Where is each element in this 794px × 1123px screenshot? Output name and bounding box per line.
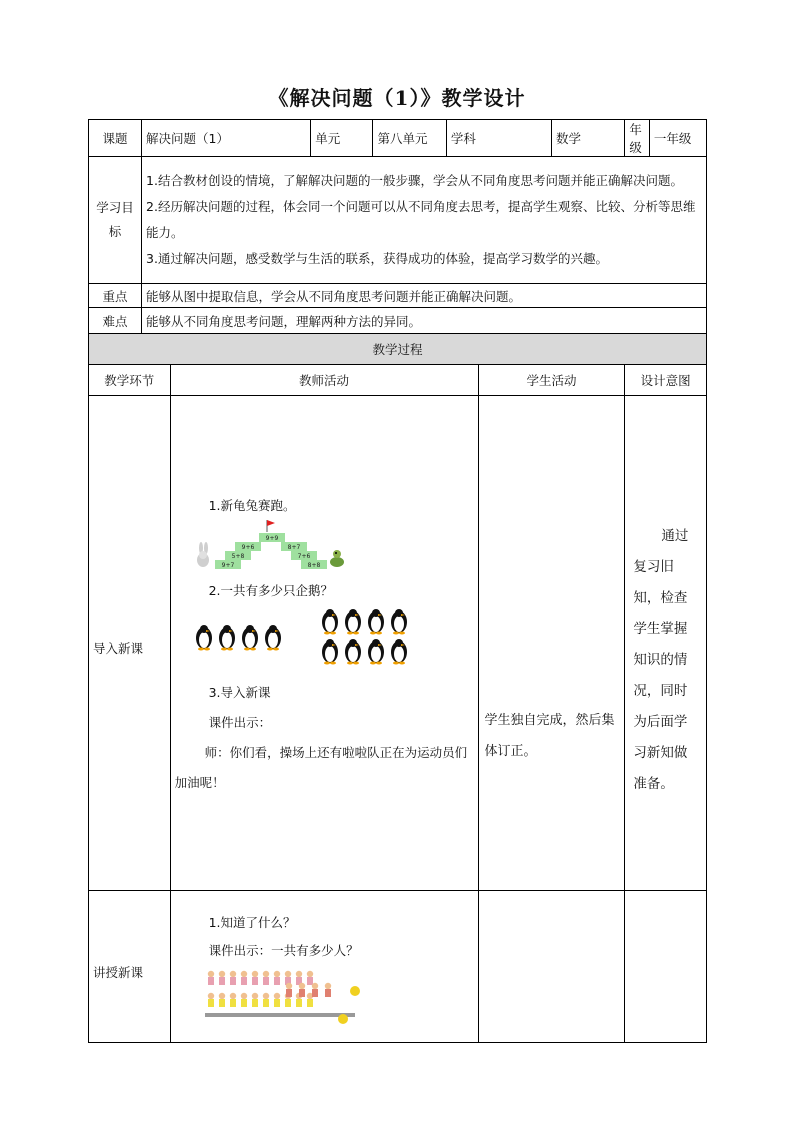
pyramid-step-label: 8+8 <box>307 562 320 569</box>
pompom-icon <box>350 986 360 996</box>
cheerleader-body <box>286 989 292 997</box>
section1-item3: 3.导入新课 <box>208 685 271 700</box>
bench <box>205 1013 355 1017</box>
keypoint-label: 重点 <box>89 284 142 308</box>
objective-3: 3.通过解决问题，感受数学与生活的联系，获得成功的体验，提高学习数学的兴趣。 <box>146 251 608 266</box>
cheerleader-body <box>307 999 313 1007</box>
section1-teacher-line: 师：你们看，操场上还有啦啦队正在为运动员们加油呢！ <box>174 745 468 790</box>
cheerleader-head <box>298 982 304 988</box>
cheerleader-body <box>219 977 225 985</box>
keypoint-text: 能够从图中提取信息，学会从不同角度思考问题并能正确解决问题。 <box>142 284 707 308</box>
cheerleader-body <box>285 999 291 1007</box>
cheerleader-head <box>218 970 224 976</box>
pyramid-step-label: 9+6 <box>241 544 254 551</box>
cheerleader-head <box>207 992 213 998</box>
subject-label: 学科 <box>446 120 551 157</box>
pyramid-step-label: 7+6 <box>297 553 310 560</box>
section1-item2: 2.一共有多少只企鹅？ <box>208 583 333 598</box>
objective-1: 1.结合教材创设的情境，了解解决问题的一般步骤，学会从不同角度思考问题并能正确解决问题。 <box>146 173 683 188</box>
section1-teacher <box>170 396 478 891</box>
section2-row <box>89 891 707 1043</box>
cheer-illustration <box>175 965 474 1031</box>
cheerleader-head <box>218 992 224 998</box>
objectives-label: 学习目标 <box>89 157 142 284</box>
section1-item1: 1.新龟兔赛跑。 <box>208 498 296 513</box>
penguin-group-left <box>196 625 281 651</box>
page-title: 《解决问题（1）》教学设计 <box>268 86 526 110</box>
cheerleader-body <box>263 977 269 985</box>
cheerleader-head <box>284 970 290 976</box>
objective-2: 2.经历解决问题的过程，体会同一个问题可以从不同角度去思考，提高学生观察、比较、分析等思维能力。 <box>146 199 696 240</box>
unit-label: 单元 <box>311 120 373 157</box>
difficulty-text: 能够从不同角度思考问题，理解两种方法的异同。 <box>142 308 707 334</box>
section2-stage: 讲授新课 <box>89 891 171 1043</box>
col-teacher: 教师活动 <box>170 365 478 396</box>
cheerleader-body <box>252 977 258 985</box>
grade-value: 一年级 <box>649 120 706 157</box>
cheerleader-body <box>230 999 236 1007</box>
cheerleader-head <box>251 992 257 998</box>
cheerleader-body <box>241 999 247 1007</box>
process-title: 教学过程 <box>89 334 707 365</box>
cheerleader-body <box>274 999 280 1007</box>
section2-item1: 1.知道了什么？ <box>208 914 296 930</box>
col-student: 学生活动 <box>478 365 625 396</box>
column-header-row <box>89 365 707 396</box>
process-header-row <box>89 334 707 365</box>
cheerleader-head <box>207 970 213 976</box>
pyramid-step-label: 9+9 <box>265 535 278 542</box>
cheerleader-head <box>285 982 291 988</box>
cheerleader-head <box>229 970 235 976</box>
section1-row <box>89 396 707 891</box>
cheerleader-head <box>229 992 235 998</box>
cheerleader-body <box>296 999 302 1007</box>
section2-teacher <box>170 891 478 1043</box>
difficulty-row <box>89 308 707 334</box>
objectives-cell <box>142 157 707 284</box>
cheerleader-body <box>274 977 280 985</box>
flag-icon <box>267 520 275 526</box>
pompom-icon <box>338 1014 348 1024</box>
cheerleader-body <box>252 999 258 1007</box>
cheerleader-head <box>306 970 312 976</box>
cheerleader-head <box>324 982 330 988</box>
cheerleader-body <box>241 977 247 985</box>
race-illustration <box>175 516 474 576</box>
cheerleader-body <box>263 999 269 1007</box>
cheerleader-head <box>240 992 246 998</box>
cheerleader-head <box>311 982 317 988</box>
cheerleader-body <box>325 989 331 997</box>
cheerleader-head <box>273 970 279 976</box>
section2-student <box>478 891 625 1043</box>
topic-label: 课题 <box>89 120 142 157</box>
cheerleader-body <box>219 999 225 1007</box>
pyramid-step-label: 5+8 <box>231 553 244 560</box>
race-svg <box>195 518 365 578</box>
cheerleader-head <box>295 970 301 976</box>
pyramid-step-label: 8+7 <box>287 544 300 551</box>
objectives-row <box>89 157 707 284</box>
cheerleader-body <box>307 977 313 985</box>
cheerleader-head <box>251 970 257 976</box>
section1-design: 通过复习旧知，检查学生掌握知识的情况，同时为后面学习新知做准备。 <box>625 396 707 891</box>
section1-student: 学生独自完成，然后集体订正。 <box>478 396 625 891</box>
col-stage: 教学环节 <box>89 365 171 396</box>
section2-courseware: 课件出示：一共有多少人？ <box>208 942 359 958</box>
section1-stage: 导入新课 <box>89 396 171 891</box>
cheerleader-head <box>273 992 279 998</box>
pyramid-step-label: 9+7 <box>221 562 234 569</box>
cheerleader-head <box>240 970 246 976</box>
turtle-icon <box>330 550 344 567</box>
cheerleader-head <box>262 992 268 998</box>
cheerleader-head <box>262 970 268 976</box>
col-design: 设计意图 <box>625 365 707 396</box>
info-row <box>89 120 707 157</box>
cheerleader-body <box>230 977 236 985</box>
penguin-svg <box>183 606 443 670</box>
topic-value: 解决问题（1） <box>142 120 311 157</box>
cheerleaders-svg <box>205 969 365 1031</box>
cheerleader-body <box>208 999 214 1007</box>
unit-value: 第八单元 <box>373 120 446 157</box>
grade-label: 年级 <box>625 120 649 157</box>
penguin-illustration <box>175 606 474 670</box>
keypoint-row <box>89 284 707 308</box>
rabbit-icon <box>197 542 209 567</box>
cheerleader-body <box>312 989 318 997</box>
section1-courseware: 课件出示： <box>208 715 272 730</box>
cheerleader-body <box>208 977 214 985</box>
section2-design <box>625 891 707 1043</box>
subject-value: 数学 <box>551 120 624 157</box>
cheerleader-body <box>299 989 305 997</box>
penguin-group-right <box>322 609 407 665</box>
lesson-plan-table <box>88 119 707 1043</box>
difficulty-label: 难点 <box>89 308 142 334</box>
